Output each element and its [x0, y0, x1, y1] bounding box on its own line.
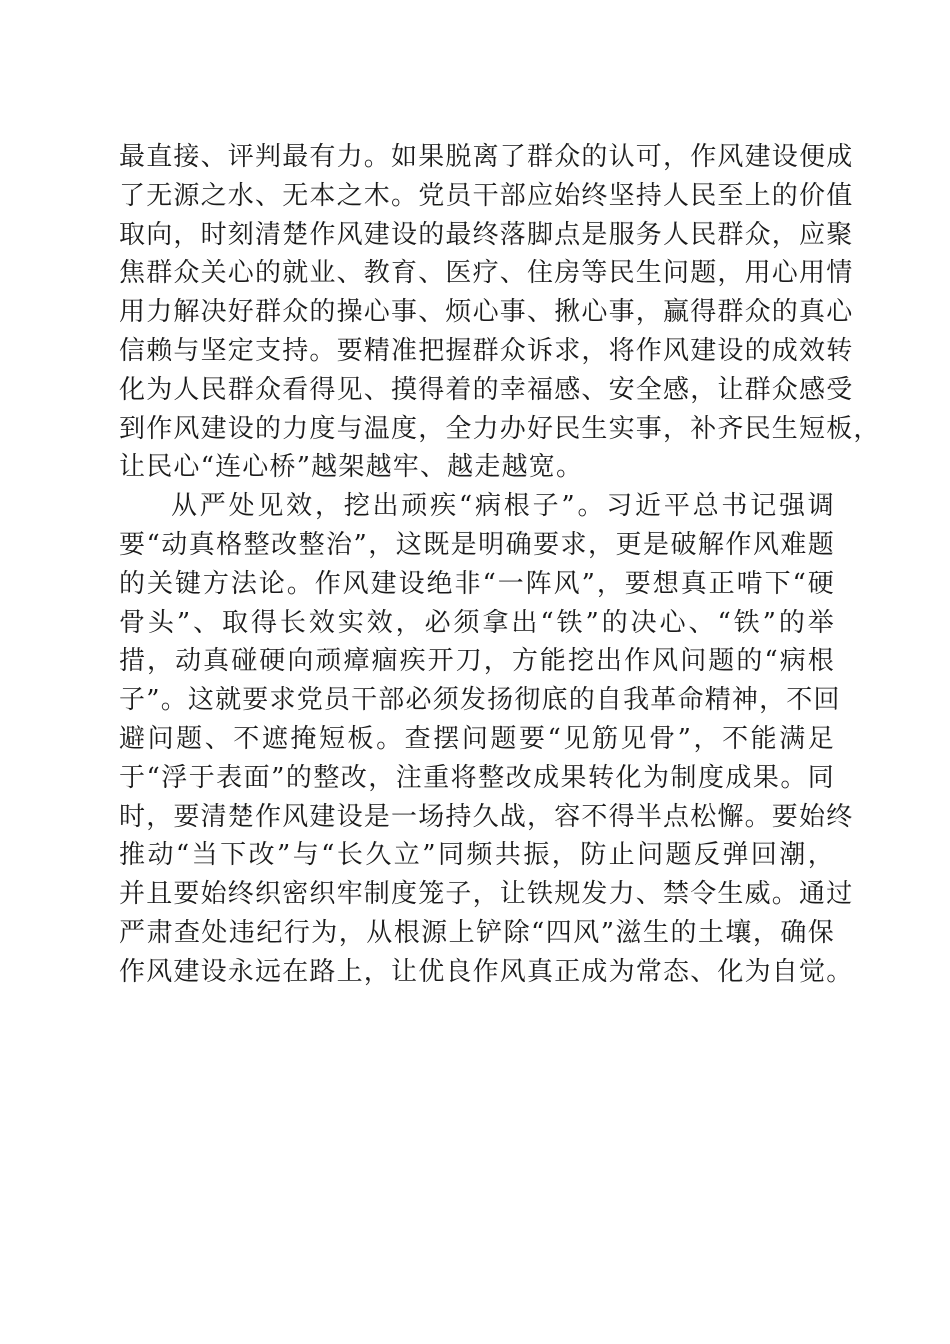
paragraph-2-line-3: 的关键方法论。作风建设绝非“一阵风”，要想真正啃下“硬 — [119, 568, 835, 599]
paragraph-1-line-5: 用力解决好群众的操心事、烦心事、揪心事，赢得群众的真心 — [119, 297, 854, 328]
document-body — [119, 138, 881, 992]
paragraph-1-line-1: 最直接、评判最有力。如果脱离了群众的认可，作风建设便成 — [119, 142, 854, 172]
paragraph-2-line-11: 并且要始终织密织牢制度笼子，让铁规发力、禁令生威。通过 — [119, 879, 854, 910]
paragraph-2-line-5: 措，动真碰硬向顽瘴痼疾开刀，方能挖出作风问题的“病根 — [119, 646, 835, 677]
paragraph-2-line-10: 推动“当下改”与“长久立”同频共振，防止问题反弹回潮， — [119, 840, 835, 871]
paragraph-1-line-3: 取向，时刻清楚作风建设的最终落脚点是服务人民群众，应聚 — [119, 219, 854, 250]
paragraph-1-line-9: 让民心“连心桥”越架越牢、越走越宽。 — [119, 452, 584, 483]
paragraph-2-line-8: 于“浮于表面”的整改，注重将整改成果转化为制度成果。同 — [119, 762, 835, 793]
paragraph-1-line-6: 信赖与坚定支持。要精准把握群众诉求，将作风建设的成效转 — [119, 335, 854, 366]
paragraph-2-line-12: 严肃查处违纪行为，从根源上铲除“四风”滋生的土壤，确保 — [119, 917, 835, 948]
paragraph-2-line-13: 作风建设永远在路上，让优良作风真正成为常态、化为自觉。 — [119, 956, 854, 987]
paragraph-2-line-2: 要“动真格整改整治”，这既是明确要求，更是破解作风难题 — [119, 529, 835, 560]
paragraph-2-line-6: 子”。这就要求党员干部必须发扬彻底的自我革命精神，不回 — [119, 685, 841, 716]
paragraph-2-line-9: 时，要清楚作风建设是一场持久战，容不得半点松懈。要始终 — [119, 801, 854, 832]
paragraph-2-line-1: 从严处见效，挖出顽疾“病根子”。习近平总书记强调 — [171, 491, 835, 522]
paragraph-2-line-4: 骨头”、取得长效实效，必须拿出“铁”的决心、“铁”的举 — [119, 607, 835, 638]
paragraph-1-line-4: 焦群众关心的就业、教育、医疗、住房等民生问题，用心用情 — [119, 258, 854, 289]
paragraph-1-line-2: 了无源之水、无本之木。党员干部应始终坚持人民至上的价值 — [119, 180, 854, 211]
paragraph-1-line-8: 到作风建设的力度与温度，全力办好民生实事，补齐民生短板， — [119, 413, 881, 444]
paragraph-2-line-7: 避问题、不遮掩短板。查摆问题要“见筋见骨”，不能满足 — [119, 723, 835, 754]
paragraph-1-line-7: 化为人民群众看得见、摸得着的幸福感、安全感，让群众感受 — [119, 374, 854, 405]
